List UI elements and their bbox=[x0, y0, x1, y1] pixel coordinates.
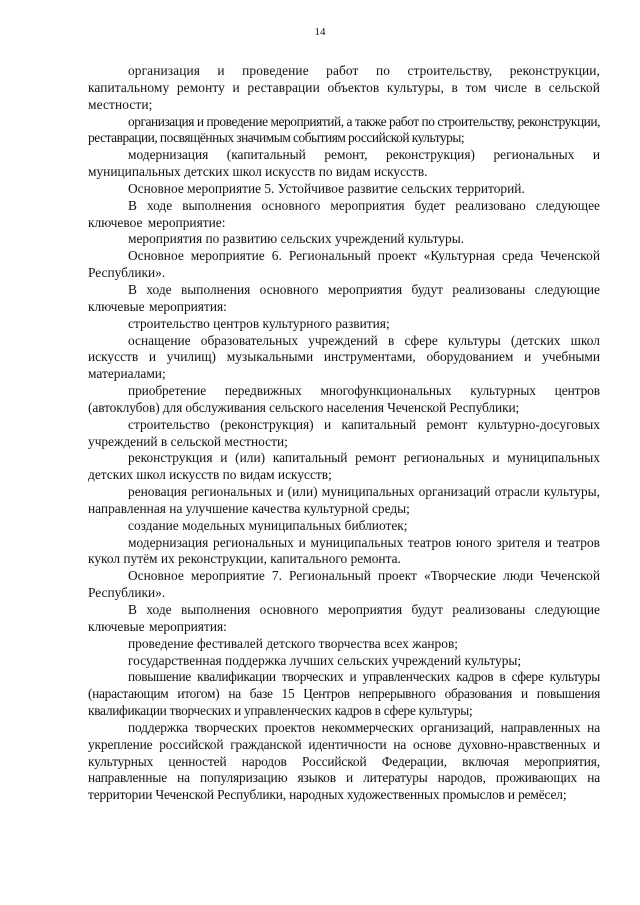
paragraph: В ходе выполнения основного мероприятия будут реализованы следующие ключевые мероприятия: bbox=[88, 281, 600, 314]
paragraph: организация и проведение работ по строительству, реконструкции, капитальному ремонту и реставрации объектов культуры, в том числе в сельской местности; bbox=[88, 63, 600, 112]
paragraph: модернизация региональных и муниципальных театров юного зрителя и театров кукол путём их реконструкции, капитального ремонта. bbox=[88, 534, 600, 567]
paragraph: строительство центров культурного развития; bbox=[128, 315, 390, 331]
paragraph: создание модельных муниципальных библиотек; bbox=[128, 517, 408, 533]
paragraph: проведение фестивалей детского творчества всех жанров; bbox=[128, 635, 458, 651]
paragraph: В ходе выполнения основного мероприятия будет реализовано следующее ключевое мероприятие: bbox=[88, 197, 600, 230]
paragraph: организация и проведение мероприятий, а также работ по строительству, реконструкции, реставрации, посвящённых значимым событиям российской культуры; bbox=[88, 113, 600, 146]
paragraph: реновация региональных и (или) муниципальных организаций отрасли культуры, направленная на улучшение качества культурной среды; bbox=[88, 484, 600, 516]
paragraph: оснащение образовательных учреждений в сфере культуры (детских школ искусств и училищ) музыкальными инструментами, оборудованием и учебными материалами; bbox=[88, 332, 600, 382]
paragraph: государственная поддержка лучших сельских учреждений культуры; bbox=[128, 652, 522, 668]
paragraph: Основное мероприятие 6. Региональный проект «Культурная среда Чеченской Республики». bbox=[88, 248, 600, 281]
paragraph: модернизация (капитальный ремонт, реконструкция) региональных и муниципальных детских школ искусств по видам искусств. bbox=[88, 147, 600, 180]
paragraph: В ходе выполнения основного мероприятия будут реализованы следующие ключевые мероприятия: bbox=[88, 602, 600, 634]
paragraph: поддержка творческих проектов некоммерческих организаций, направленных на укрепление российской гражданской идентичности на основе духовно-нравственных и культурных ценностей народов Российской Федерации, включая мероприятия, направленные на популяризацию языков и литературы народов, проживающих на территории Чеченской Республики, народных художественных промыслов и ремёсел; bbox=[88, 719, 600, 803]
paragraph: повышение квалификации творческих и управленческих кадров в сфере культуры (нарастающим итогом) на базе 15 Центров непрерывного образования и повышения квалификации творческих и управленческих кадров в сфере культуры; bbox=[88, 669, 600, 719]
page-number: 14 bbox=[314, 26, 326, 38]
paragraph: приобретение передвижных многофункциональных культурных центров (автоклубов) для обслуживания сельского населения Чеченской Республики; bbox=[88, 383, 600, 415]
paragraph: Основное мероприятие 5. Устойчивое развитие сельских территорий. bbox=[128, 180, 525, 196]
paragraph: Основное мероприятие 7. Региональный проект «Творческие люди Чеченской Республики». bbox=[88, 568, 600, 601]
paragraph: мероприятия по развитию сельских учреждений культуры. bbox=[128, 231, 465, 247]
paragraph: реконструкция и (или) капитальный ремонт региональных и муниципальных детских школ искусств по видам искусств; bbox=[88, 450, 600, 483]
paragraph: строительство (реконструкция) и капитальный ремонт культурно-досуговых учреждений в сельской местности; bbox=[88, 416, 600, 449]
document-body bbox=[88, 63, 600, 804]
